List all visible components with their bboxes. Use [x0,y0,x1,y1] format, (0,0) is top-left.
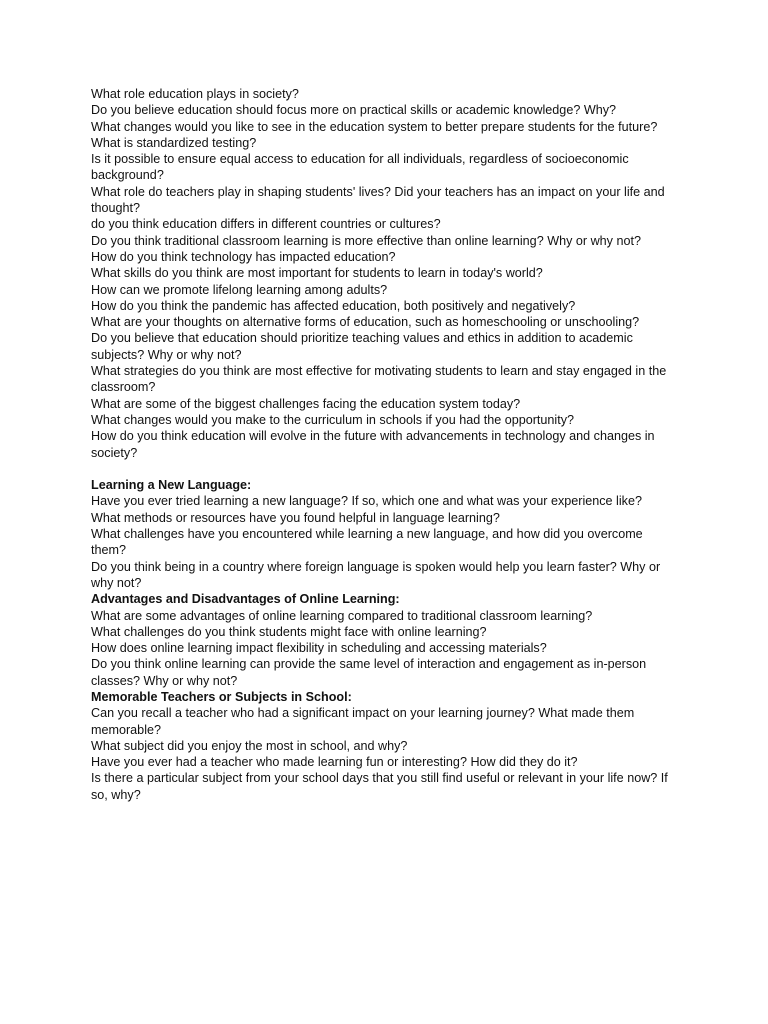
question-line: How can we promote lifelong learning among adults? [91,282,388,297]
question-line: What strategies do you think are most effective for motivating students to learn and stay engaged in the classroom? [91,364,667,395]
question-line: Do you think online learning can provide the same level of interaction and engagement as in-person classes? Why or why not? [91,657,647,688]
question-line: Have you ever had a teacher who made learning fun or interesting? How did they do it? [91,755,578,770]
question-line: What are some advantages of online learning compared to traditional classroom learning? [91,608,593,623]
intro-question-list [91,86,681,461]
section-online-learning [91,591,681,689]
question-line: do you think education differs in different countries or cultures? [91,217,441,232]
question-line: Do you think being in a country where foreign language is spoken would help you learn faster? Why or why not? [91,559,661,590]
question-line: Can you recall a teacher who had a significant impact on your learning journey? What made them memorable? [91,706,635,737]
question-line: What subject did you enjoy the most in school, and why? [91,738,408,753]
question-line: What changes would you make to the curriculum in schools if you had the opportunity? [91,412,575,427]
question-line: What challenges do you think students might face with online learning? [91,624,487,639]
question-line: Do you believe that education should prioritize teaching values and ethics in addition to academic subjects? Why or why not? [91,331,633,362]
question-line: What changes would you like to see in the education system to better prepare students for the future? [91,119,658,134]
question-line: Is there a particular subject from your school days that you still find useful or relevant in your life now? If so, why? [91,771,668,802]
question-line: What skills do you think are most important for students to learn in today's world? [91,266,543,281]
document-page [91,86,681,803]
question-line: What challenges have you encountered while learning a new language, and how did you overcome them? [91,527,643,558]
section-heading: Advantages and Disadvantages of Online Learning: [91,592,400,607]
question-line: How does online learning impact flexibility in scheduling and accessing materials? [91,641,547,656]
question-line: What role education plays in society? [91,87,299,101]
question-line: What role do teachers play in shaping students' lives? Did your teachers has an impact on your life and thought? [91,184,665,216]
question-line: What are some of the biggest challenges facing the education system today? [91,396,521,411]
question-line: What is standardized testing? [91,135,257,150]
section-memorable-teachers [91,689,681,803]
section-language [91,477,681,591]
question-line: How do you think education will evolve in the future with advancements in technology and changes in society? [91,429,655,460]
question-line: How do you think technology has impacted education? [91,249,396,264]
paragraph-spacer [91,461,681,477]
question-line: Do you believe education should focus more on practical skills or academic knowledge? Why? [91,103,617,118]
question-line: What methods or resources have you found helpful in language learning? [91,510,500,525]
section-heading: Memorable Teachers or Subjects in School: [91,689,352,704]
question-line: What are your thoughts on alternative forms of education, such as homeschooling or unschooling? [91,315,640,330]
question-line: Is it possible to ensure equal access to education for all individuals, regardless of socioeconomic background? [91,152,629,183]
question-line: How do you think the pandemic has affected education, both positively and negatively? [91,298,576,313]
question-line: Do you think traditional classroom learning is more effective than online learning? Why or why not? [91,233,641,248]
question-line: Have you ever tried learning a new language? If so, which one and what was your experience like? [91,494,642,509]
section-heading: Learning a New Language: [91,478,252,493]
